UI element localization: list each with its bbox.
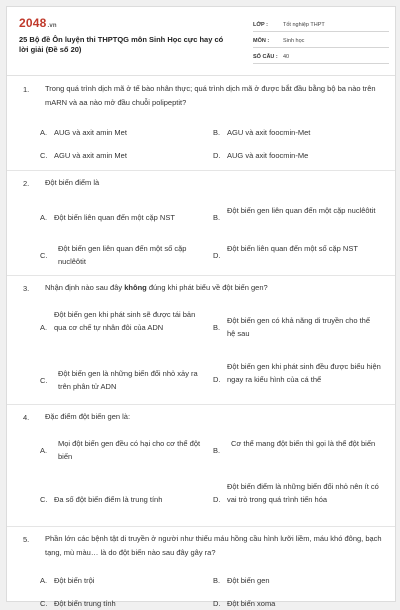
option-letter: A. xyxy=(40,323,48,332)
option-letter: A. xyxy=(40,576,48,585)
question-number: 5. xyxy=(23,535,30,544)
header-divider xyxy=(7,75,395,76)
option-letter: D. xyxy=(213,375,221,384)
option-text: Đột biến điểm là những biến đổi nhỏ nên ít có vai trò trong quá trình tiến hóa xyxy=(227,482,379,504)
brand-suffix: .vn xyxy=(47,23,57,29)
meta-value: Tốt nghiệp THPT xyxy=(283,22,325,28)
question-text: Phần lớn các bệnh tật di truyền ở người như thiếu máu hồng cầu hình lưỡi liềm, máu khó đông, bạch tạng, mù màu… là do đột biến nào sau đây gây ra? xyxy=(45,534,382,557)
option-text: Đột biến liên quan đến một số cặp NST xyxy=(227,244,358,253)
option-text: AUG và axit foocmin-Me xyxy=(227,151,309,160)
option-letter: D. xyxy=(213,151,221,160)
option-letter: A. xyxy=(40,128,48,137)
worksheet-page xyxy=(6,6,396,608)
question-text: Đặc điểm đột biến gen là: xyxy=(45,412,131,421)
question-divider xyxy=(7,170,395,171)
option-letter: C. xyxy=(40,376,48,385)
option-text: Đột biến gen liên quan đến một cặp nuclêôtit xyxy=(227,206,376,215)
header xyxy=(7,7,395,65)
option-text: Mọi đột biến gen đều có hại cho cơ thể đột biến xyxy=(58,439,201,461)
option-letter: A. xyxy=(40,446,48,455)
option-letter: B. xyxy=(213,576,221,585)
meta-key: SỐ CÂU : xyxy=(253,54,278,60)
option-letter: B. xyxy=(213,128,221,137)
option-letter: C. xyxy=(40,495,48,504)
document-title: 25 Bộ đề Ôn luyện thi THPTQG môn Sinh Học cực hay có lời giải (Đề số 20) xyxy=(19,35,224,54)
question-text-part: Nhận định nào sau đây xyxy=(45,283,125,292)
option-text: Đột biến trung tính xyxy=(54,599,116,608)
question-text xyxy=(45,281,387,295)
question-text-emphasis: không xyxy=(124,283,147,292)
option-letter: A. xyxy=(40,213,48,222)
question-divider xyxy=(7,526,395,527)
brand-name: 2048 xyxy=(19,16,47,30)
option-text: AGU và axit amin Met xyxy=(54,151,127,160)
option-text: Đột biến gen khi phát sinh đều được biểu hiện ngay ra kiểu hình của cá thể xyxy=(227,362,381,384)
meta-row-count xyxy=(253,48,389,64)
option-letter: D. xyxy=(213,599,221,608)
option-letter: B. xyxy=(213,446,221,455)
option-text: Đột biến trội xyxy=(54,576,95,585)
brand-logo[interactable] xyxy=(19,16,57,30)
question-text-part: đúng khi phát biểu về đột biến gen? xyxy=(146,283,268,292)
question-divider xyxy=(7,275,395,276)
meta-value: 40 xyxy=(283,54,290,60)
option-text: AGU và axit foocmin-Met xyxy=(227,128,311,137)
question-text: Trong quá trình dịch mã ở tế bào nhân thực; quá trình dịch mã ở được bắt đầu bằng bộ ba nào trên mARN và aa nào mở đầu chuỗi polipeptit? xyxy=(45,84,376,107)
question-number: 1. xyxy=(23,85,30,94)
option-text: Cơ thể mang đột biến thì gọi là thể đột biến xyxy=(231,439,376,448)
meta-value: Sinh học xyxy=(283,38,305,44)
meta-row-subject xyxy=(253,32,389,48)
option-text: Đột biến gen xyxy=(227,576,270,585)
option-letter: D. xyxy=(213,251,221,260)
option-text: AUG và axit amin Met xyxy=(54,128,127,137)
option-letter: C. xyxy=(40,251,48,260)
question-number: 3. xyxy=(23,284,30,293)
option-letter: D. xyxy=(213,495,221,504)
option-text: Đa số đột biến điểm là trung tính xyxy=(54,495,163,504)
option-text: Đột biến gen có khả năng di truyền cho thế hệ sau xyxy=(227,316,371,338)
question-number: 4. xyxy=(23,413,30,422)
option-text: Đột biến gen khi phát sinh sẽ được tái bản qua cơ chế tự nhân đôi của ADN xyxy=(54,310,196,332)
question-number: 2. xyxy=(23,179,30,188)
option-letter: B. xyxy=(213,323,221,332)
meta-table xyxy=(253,16,389,64)
meta-row-class xyxy=(253,16,389,32)
option-text: Đột biến gen là những biến đổi nhỏ xảy ra trên phân tử ADN xyxy=(58,369,198,391)
meta-key: MÔN : xyxy=(253,38,270,44)
option-text: Đột biến gen liên quan đến một số cặp nuclêôtit xyxy=(58,244,187,266)
option-letter: B. xyxy=(213,213,221,222)
option-text: Đột biến xoma xyxy=(227,599,276,608)
option-letter: C. xyxy=(40,599,48,608)
meta-key: LỚP : xyxy=(253,22,268,28)
question-divider xyxy=(7,404,395,405)
question-text: Đột biến điểm là xyxy=(45,178,100,187)
option-text: Đột biến liên quan đến một cặp NST xyxy=(54,213,175,222)
option-letter: C. xyxy=(40,151,48,160)
